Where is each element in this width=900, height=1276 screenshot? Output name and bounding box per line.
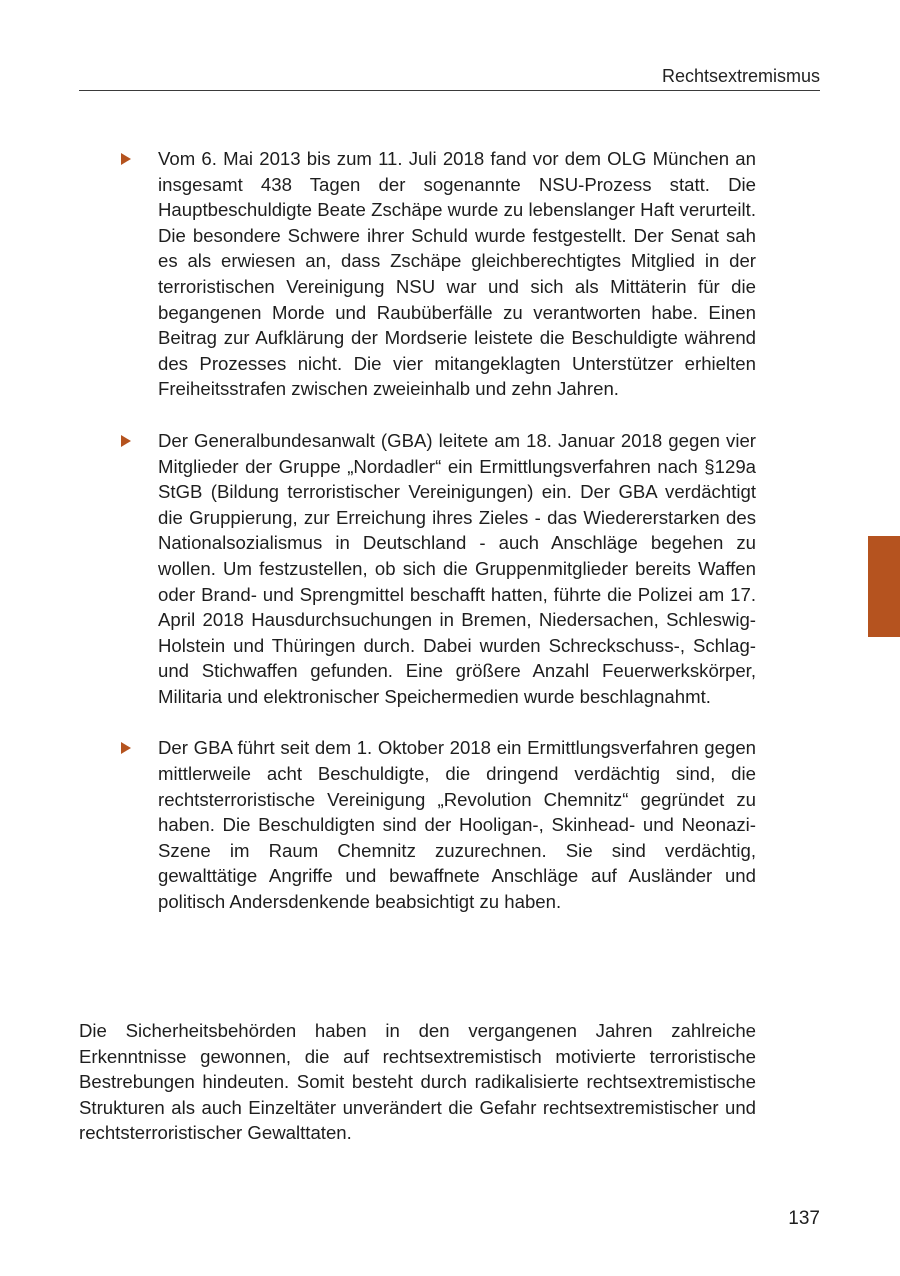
list-item-text: Der GBA führt seit dem 1. Oktober 2018 ein Ermittlungsverfahren gegen mittlerweile acht Beschuldigte, die dringend verdächtig sind, die rechtsterroristische Vereinigung „Revolution Chemnitz“ gegründet zu haben. Die Beschuldigten sind der Hooligan-, Skinhead- und Neonazi-Szene im Raum Chemnitz zuzurechnen. Sie sind verdächtig, gewalttätige Angriffe und bewaffnete Anschläge auf Ausländer und politisch Andersdenkende beabsichtigt zu haben. (158, 737, 756, 913)
triangle-right-icon (121, 742, 131, 754)
list-item-text: Der Generalbundesanwalt (GBA) leitete am 18. Januar 2018 gegen vier Mitglieder der Gruppe „Nordadler“ ein Ermittlungsverfahren nach §129a StGB (Bildung terroristischer Vereinigungen) ein. Der GBA verdächtigt die Gruppierung, zur Erreichung ihres Zieles - das Wiedererstarken des Nationalsozialismus in Deutschland - auch Anschläge begehen zu wollen. Um festzustellen, ob sich die Gruppenmitglieder bereits Waffen oder Brand- und Sprengmittel beschafft hatten, führte die Polizei am 17. April 2018 Hausdurchsuchungen in Bremen, Niedersachen, Schleswig-Holstein und Thüringen durch. Dabei wurden Schreckschuss-, Schlag- und Stichwaffen gefunden. Eine größere Anzahl Feuerwerkskörper, Militaria und elektronischer Speichermedien wurde beschlagnahmt. (158, 429, 756, 707)
list-item (0, 428, 900, 710)
running-head-title: Rechtsextremismus (661, 66, 820, 86)
bullet-list (0, 146, 900, 941)
list-item-text: Vom 6. Mai 2013 bis zum 11. Juli 2018 fand vor dem OLG München an insgesamt 438 Tagen der sogenannte NSU-Prozess statt. Die Hauptbeschuldigte Beate Zschäpe wurde zu lebenslanger Haft verurteilt. Die besondere Schwere ihrer Schuld wurde festgestellt. Der Senat sah es als erwiesen an, dass Zschäpe gleichberechtigtes Mitglied in der terroristischen Vereinigung NSU war und sich als Mittäterin für die begangenen Morde und Raubüberfälle zu verantworten habe. Einen Beitrag zur Aufklärung der Mordserie leistete die Beschuldigte während des Prozesses nicht. Die vier mitangeklagten Unterstützer erhielten Freiheitsstrafen zwischen zweieinhalb und zehn Jahren. (158, 148, 756, 400)
list-item (0, 146, 900, 402)
list-item (0, 735, 900, 914)
page-number: 137 (788, 1208, 820, 1229)
triangle-right-icon (121, 153, 131, 165)
header-rule (79, 90, 820, 91)
closing-paragraph: Die Sicherheitsbehörden haben in den vergangenen Jahren zahlreiche Erkenntnisse gewonnen, die auf rechtsextremistisch motivierte terroristische Bestrebungen hindeuten. Somit besteht durch radikalisierte rechtsextremistische Strukturen als auch Einzeltäter unverändert die Gefahr rechtsextremistischer und rechtsterroristischer Gewalttaten. (79, 1020, 756, 1144)
triangle-right-icon (121, 435, 131, 447)
